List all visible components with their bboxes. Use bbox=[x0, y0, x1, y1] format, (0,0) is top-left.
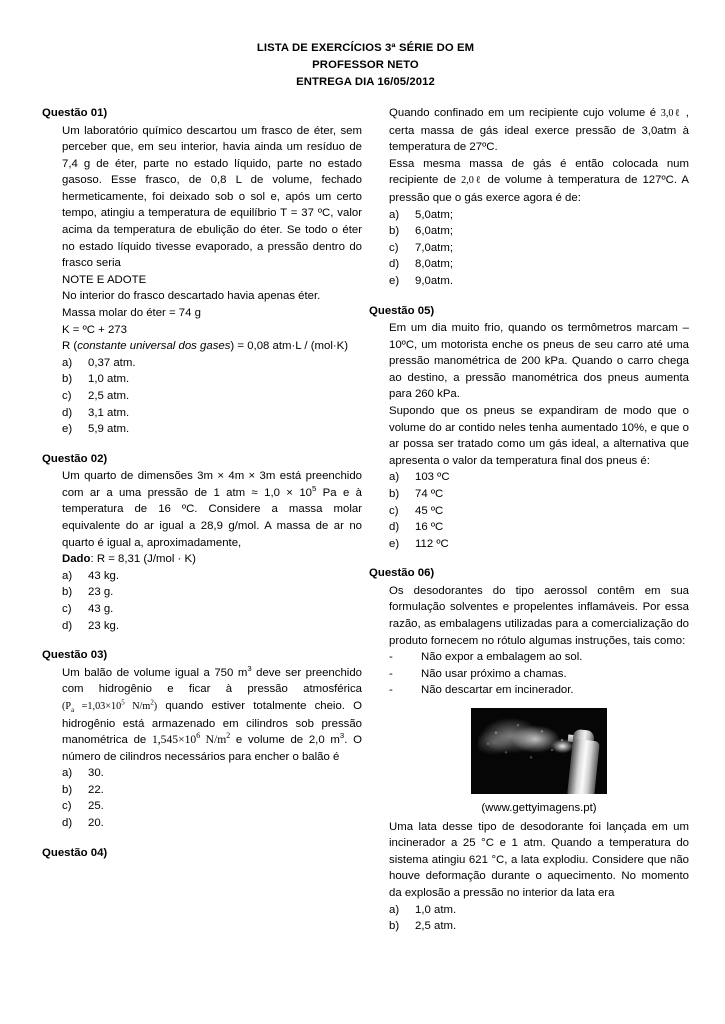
question-06-statement-b: Uma lata desse tipo de desodorante foi lançada em um incinerador a 25 °C e 1 atm. Quando a temperatura do sistema atingiu 621 °C, a lata explodiu. Considere que não houve deformação durante o aquecimento. No momento da explosão a pressão no interior da lata era bbox=[389, 820, 689, 899]
q04-text-3: Essa mesma massa de gás é então colocada num recipiente de bbox=[389, 157, 689, 187]
instruction-text: Não expor a embalagem ao sol. bbox=[421, 651, 583, 664]
question-01-note-4 bbox=[42, 338, 362, 355]
two-column-layout bbox=[42, 105, 689, 948]
question-03-alternatives bbox=[42, 765, 362, 831]
alt-label: d) bbox=[389, 258, 400, 271]
alt-value: 1,0 atm. bbox=[88, 373, 130, 386]
q03-exp-2: 3 bbox=[339, 731, 345, 741]
aerosol-spray-photo bbox=[471, 708, 607, 794]
q02-text-b: Pa e à temperatura de 16 ºC. Considere a massa molar equivalente do ar igual a 28,9 g/mol. A massa de ar no quarto é igual a, aproximadamente, bbox=[62, 486, 362, 549]
note-4-italic: constante universal dos gases bbox=[77, 340, 231, 353]
list-item bbox=[389, 666, 689, 683]
alt-label: b) bbox=[389, 487, 400, 500]
list-item bbox=[62, 388, 362, 405]
alt-label: a) bbox=[389, 208, 400, 221]
alt-label: c) bbox=[389, 504, 399, 517]
list-item bbox=[62, 405, 362, 422]
list-item bbox=[62, 601, 362, 618]
alt-value: 30. bbox=[88, 767, 104, 780]
alt-value: 112 ºC bbox=[415, 537, 449, 550]
question-06-instructions bbox=[369, 649, 689, 699]
list-item bbox=[62, 782, 362, 799]
alt-label: b) bbox=[389, 225, 400, 238]
question-04-title: Questão 04) bbox=[42, 846, 108, 859]
alt-label: a) bbox=[389, 471, 400, 484]
q02-exponent: 5 bbox=[312, 484, 317, 494]
alt-value: 74 ºC bbox=[415, 487, 444, 500]
header-line-1: LISTA DE EXERCÍCIOS 3ª SÉRIE DO EM bbox=[256, 42, 475, 54]
question-01 bbox=[42, 105, 362, 438]
q04-text-2: , certa massa de gás ideal exerce pressão de 3,0atm à temperatura de 27ºC. bbox=[389, 107, 689, 154]
list-item bbox=[389, 273, 689, 290]
document-header bbox=[42, 40, 689, 91]
list-item bbox=[62, 421, 362, 438]
list-item bbox=[62, 798, 362, 815]
question-02-given bbox=[42, 551, 362, 568]
question-04-statement-a bbox=[369, 105, 689, 156]
list-item bbox=[389, 256, 689, 273]
q04-volume-1: 3,0ℓ bbox=[660, 108, 682, 119]
alt-value: 25. bbox=[88, 800, 104, 813]
q03-text-2: deve ser preenchido com hidrogênio e ficar à pressão atmosférica bbox=[62, 666, 362, 696]
question-06 bbox=[369, 565, 689, 934]
alt-label: a) bbox=[62, 569, 73, 582]
alt-value: 2,5 atm. bbox=[88, 390, 130, 402]
alt-value: 16 ºC bbox=[415, 521, 444, 534]
list-item bbox=[62, 815, 362, 832]
dado-value: : R = 8,31 (J/mol · K) bbox=[90, 553, 196, 566]
alt-label: e) bbox=[389, 274, 400, 287]
list-item bbox=[389, 503, 689, 520]
q03-text-1: Um balão de volume igual a 750 m bbox=[62, 666, 248, 679]
left-column bbox=[42, 105, 362, 874]
question-01-statement: Um laboratório químico descartou um frasco de éter, sem perceber que, em seu interior, havia ainda um resíduo de 7,4 g de éter, parte no estado líquido, parte no estado gasoso. Esse frasco, de 0,8 L de volume, fechado hermeticamente, foi deixado sob o sol e, após um certo tempo, atingiu a temperatura de equilíbrio T = 37 ºC, valor acima da temperatura de ebulição do éter. Se todo o éter no estado líquido tivesse evaporado, a pressão dentro do frasco seria bbox=[62, 124, 362, 270]
alt-value: 8,0atm; bbox=[415, 258, 453, 271]
alt-value: 9,0atm. bbox=[415, 274, 453, 287]
alt-value: 20. bbox=[88, 817, 104, 830]
question-01-alternatives bbox=[42, 355, 362, 438]
q04-volume-2: 2,0ℓ bbox=[461, 175, 483, 187]
question-05-alternatives bbox=[369, 469, 689, 552]
list-item bbox=[62, 618, 362, 635]
alt-label: e) bbox=[62, 423, 73, 436]
list-item bbox=[62, 371, 362, 388]
alt-value: 23 kg. bbox=[88, 619, 120, 632]
dash-marker: - bbox=[389, 684, 393, 697]
question-02-statement bbox=[42, 468, 362, 551]
alt-label: d) bbox=[389, 521, 400, 534]
alt-value: 23 g. bbox=[88, 586, 114, 599]
q04-text-1: Quando confinado em um recipiente cujo volume é bbox=[389, 107, 661, 119]
alt-label: c) bbox=[62, 390, 72, 402]
dash-marker: - bbox=[389, 651, 393, 664]
question-05-statement-b: Supondo que os pneus se expandiram de modo que o volume do ar contido neles tenha aumentado 10%, e que o ar possa ser tratado como um gás ideal, a alternativa que apresenta o valor da temperatura final dos pneus é: bbox=[389, 405, 689, 467]
spray-droplets bbox=[476, 714, 576, 776]
q02-text-a: Um quarto de dimensões 3m × 4m × 3m está preenchido com ar a uma pressão de 1 atm ≈ 1,0 × 10 bbox=[62, 470, 362, 499]
alt-label: a) bbox=[62, 767, 73, 780]
question-06-alternatives bbox=[369, 902, 689, 935]
list-item bbox=[62, 568, 362, 585]
dado-label: Dado bbox=[62, 553, 91, 566]
alt-label: e) bbox=[389, 537, 400, 550]
alt-value: 45 ºC bbox=[415, 504, 444, 517]
q03-formula-2: $1,545\times 10^6$ $N/m^2$ bbox=[151, 731, 231, 747]
aerosol-figure bbox=[369, 708, 689, 817]
instruction-text: Não descartar em incinerador. bbox=[421, 684, 574, 697]
question-04-statement-b bbox=[369, 156, 689, 207]
alt-label: c) bbox=[389, 241, 399, 254]
question-01-note-2: Massa molar do éter = 74 g bbox=[62, 307, 201, 320]
aerosol-can-body bbox=[567, 739, 600, 794]
alt-value: 103 ºC bbox=[415, 471, 450, 484]
alt-label: c) bbox=[62, 603, 72, 616]
question-04 bbox=[42, 845, 362, 862]
list-item bbox=[389, 469, 689, 486]
list-item bbox=[389, 682, 689, 699]
alt-label: a) bbox=[389, 903, 400, 916]
list-item bbox=[389, 207, 689, 224]
instruction-text: Não usar próximo a chamas. bbox=[421, 667, 567, 680]
alt-label: b) bbox=[62, 783, 73, 796]
note-4-prefix: R ( bbox=[62, 340, 78, 353]
question-04-alternatives bbox=[369, 207, 689, 290]
question-01-note-1: No interior do frasco descartado havia apenas éter. bbox=[62, 290, 321, 303]
alt-value: 2,5 atm. bbox=[415, 920, 457, 933]
list-item bbox=[389, 902, 689, 919]
figure-source-caption: (www.gettyimagens.pt) bbox=[481, 802, 597, 814]
alt-value: 7,0atm; bbox=[415, 241, 453, 254]
question-01-note-3: K = ºC + 273 bbox=[62, 323, 127, 336]
list-item bbox=[62, 584, 362, 601]
alt-value: 0,37 atm. bbox=[88, 356, 136, 369]
list-item bbox=[62, 765, 362, 782]
header-line-3: ENTREGA DIA 16/05/2012 bbox=[296, 76, 435, 88]
question-02-title: Questão 02) bbox=[42, 452, 108, 465]
alt-value: 6,0atm; bbox=[415, 225, 453, 238]
alt-label: d) bbox=[62, 406, 73, 419]
right-column bbox=[369, 105, 689, 948]
q03-text-5: . O número de cilindros necessários para encher o balão é bbox=[62, 734, 362, 763]
alt-label: b) bbox=[389, 920, 400, 933]
alt-value: 3,1 atm. bbox=[88, 406, 130, 419]
list-item bbox=[389, 918, 689, 935]
question-05 bbox=[369, 303, 689, 553]
alt-value: 43 g. bbox=[88, 603, 114, 616]
alt-value: 5,9 atm. bbox=[88, 423, 130, 436]
question-03 bbox=[42, 647, 362, 831]
q04-text-4: de volume à temperatura de 127ºC. A pressão que o gás exerce agora é de: bbox=[389, 174, 689, 204]
note-4-suffix: ) = 0,08 atm·L / (mol·K) bbox=[230, 340, 349, 353]
question-01-title: Questão 01) bbox=[42, 107, 108, 119]
question-03-title: Questão 03) bbox=[42, 649, 108, 662]
header-line-2: PROFESSOR NETO bbox=[312, 59, 419, 71]
question-04-continuation bbox=[369, 105, 689, 290]
q03-exp-1: 3 bbox=[247, 663, 252, 673]
list-item bbox=[389, 240, 689, 257]
alt-value: 5,0atm; bbox=[415, 208, 453, 221]
list-item bbox=[389, 649, 689, 666]
alt-value: 22. bbox=[88, 783, 104, 796]
question-05-statement-a: Em um dia muito frio, quando os termômetros marcam –10ºC, um motorista enche os pneus de seu carro até uma pressão manométrica de 200 kPa. Quando o carro chega ao destino, a pressão manométrica dos pneus aumenta para 260 kPa. bbox=[389, 322, 689, 401]
dash-marker: - bbox=[389, 667, 393, 680]
list-item bbox=[389, 536, 689, 553]
alt-label: c) bbox=[62, 800, 72, 813]
question-06-title: Questão 06) bbox=[369, 567, 435, 580]
q03-formula-1: ($P_a =1,03\times 10^5$ $N/m^2$) bbox=[62, 699, 158, 714]
alt-value: 1,0 atm. bbox=[415, 903, 457, 916]
alt-label: b) bbox=[62, 373, 73, 386]
question-05-title: Questão 05) bbox=[369, 304, 435, 317]
q03-text-4: e volume de 2,0 m bbox=[230, 734, 340, 747]
list-item bbox=[389, 223, 689, 240]
list-item bbox=[62, 355, 362, 372]
alt-value: 43 kg. bbox=[88, 569, 120, 582]
alt-label: d) bbox=[62, 619, 73, 632]
question-03-statement bbox=[42, 665, 362, 766]
question-02-alternatives bbox=[42, 568, 362, 634]
question-02 bbox=[42, 451, 362, 634]
alt-label: b) bbox=[62, 586, 73, 599]
question-01-note-heading: NOTE E ADOTE bbox=[62, 273, 147, 286]
list-item bbox=[389, 519, 689, 536]
q03-text-3: quando estiver totalmente cheio. O hidrogênio está armazenado em cilindros sob pressão manométrica de bbox=[62, 699, 362, 747]
alt-label: a) bbox=[62, 356, 73, 369]
list-item bbox=[389, 486, 689, 503]
question-06-statement-a: Os desodorantes do tipo aerossol contêm em sua formulação solventes e propelentes inflamáveis. Por essa razão, as embalagens utilizadas para a comercialização do produto fornecem no rótulo algumas instruções, tais como: bbox=[389, 584, 689, 647]
alt-label: d) bbox=[62, 817, 73, 830]
